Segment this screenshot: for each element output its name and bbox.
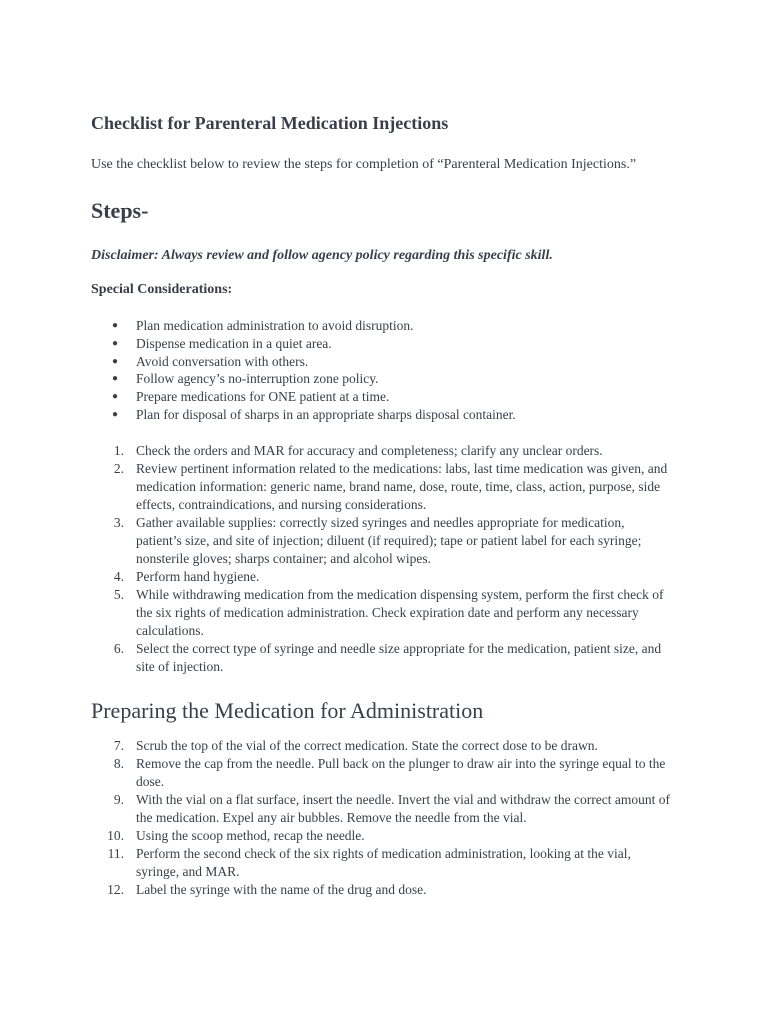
step-text: Review pertinent information related to the medications: labs, last time medication was given, and medication information: generic name, brand name, dose, route, time, class, action, purpose, side effects, contraindications, and nursing considerations. [136,461,668,512]
steps-list [91,442,671,676]
step-item [91,737,671,755]
bullet-icon: ● [112,391,119,403]
step-text: Select the correct type of syringe and needle size appropriate for the medication, patient size, and site of injection. [136,641,662,674]
step-text: Using the scoop method, recap the needle. [136,828,365,843]
list-item: ● Plan medication administration to avoid disruption. [112,318,414,333]
preparing-steps-list [91,737,671,899]
step-number: 10. [107,828,124,843]
list-item: ● Avoid conversation with others. [112,353,309,369]
step-number: 11. [107,846,124,861]
step-text: Gather available supplies: correctly sized syringes and needles appropriate for medication, patient’s size, and site of injection; diluent (if required); tape or patient label for each syringe; nonsterile gloves; sharps container; and alcohol wipes. [136,515,642,566]
step-number: 5. [113,587,124,602]
disclaimer-text: Disclaimer: Always review and follow agency policy regarding this specific skill. [91,248,553,263]
step-text: While withdrawing medication from the medication dispensing system, perform the first check of the six rights of medication administration. Check expiration date and perform any necessary calculations. [136,587,664,638]
step-text: Perform the second check of the six rights of medication administration, looking at the vial, syringe, and MAR. [136,846,631,879]
step-number: 7. [113,738,124,753]
step-item [91,845,671,881]
step-number: 1. [113,443,124,458]
step-number: 12. [107,882,124,897]
step-item [91,755,671,791]
step-item [91,460,671,514]
list-item: ● Follow agency’s no-interruption zone policy. [112,371,379,387]
step-item [91,640,671,676]
step-item [91,791,671,827]
bullet-icon: ● [112,337,119,349]
step-number: 4. [113,569,124,584]
bullet-icon: ● [112,408,119,420]
step-text: Scrub the top of the vial of the correct medication. State the correct dose to be drawn. [136,738,598,753]
step-text: Remove the cap from the needle. Pull back on the plunger to draw air into the syringe equal to the dose. [136,756,666,789]
list-item: ● Dispense medication in a quiet area. [112,335,332,351]
bullet-icon: ● [112,373,119,385]
step-number: 2. [113,461,124,476]
step-item [91,586,671,640]
step-text: Label the syringe with the name of the drug and dose. [136,882,427,897]
list-item: ● Plan for disposal of sharps in an appropriate sharps disposal container. [112,406,516,422]
steps-heading: Steps- [91,198,149,223]
bullet-icon: ● [112,355,119,367]
step-number: 3. [113,515,124,530]
step-text: Perform hand hygiene. [136,569,260,584]
step-item [91,568,671,586]
step-item [91,442,671,460]
step-item [91,881,671,899]
list-item: ● Prepare medications for ONE patient at a time. [112,389,390,405]
bullet-icon: ● [112,320,119,331]
steps-heading-text: Steps [91,198,142,223]
document-title: Checklist for Parenteral Medication Injections [91,113,449,133]
step-text: With the vial on a flat surface, insert the needle. Invert the vial and withdraw the correct amount of the medication. Expel any air bubbles. Remove the needle from the vial. [136,792,671,825]
step-text: Check the orders and MAR for accuracy and completeness; clarify any unclear orders. [136,443,603,458]
step-item [91,514,671,568]
preparing-heading: Preparing the Medication for Administration [91,698,484,723]
step-number: 8. [113,756,124,771]
special-considerations-label: Special Considerations: [91,282,233,297]
intro-text: Use the checklist below to review the steps for completion of “Parenteral Medication Injections.” [91,157,637,172]
step-item [91,827,671,845]
step-number: 9. [113,792,124,807]
step-number: 6. [113,641,124,656]
special-considerations-list [91,317,516,424]
